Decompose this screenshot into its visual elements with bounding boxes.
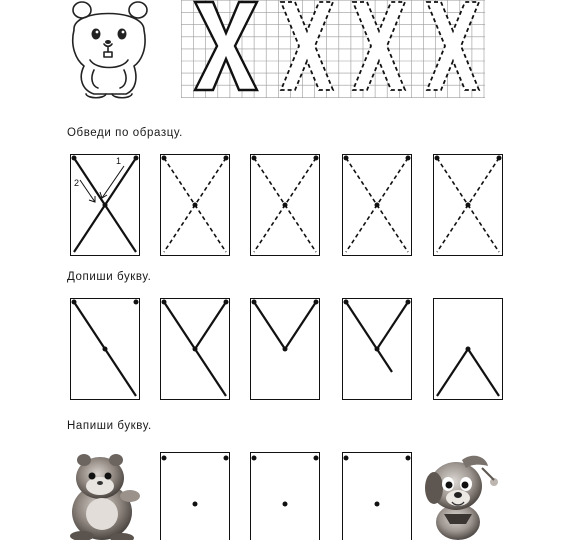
finish-frame <box>433 298 503 400</box>
hamster-photo-illustration <box>62 452 148 540</box>
instruction-write: Напиши букву. <box>67 420 152 432</box>
finish-frame <box>250 298 320 400</box>
trace-frame <box>342 154 412 256</box>
trace-frame-example <box>70 154 140 256</box>
instruction-finish: Допиши букву. <box>67 271 152 283</box>
write-frame <box>250 452 320 540</box>
write-frame <box>160 452 230 540</box>
letter-practice-grid <box>181 0 485 98</box>
puppy-photo-illustration <box>422 452 500 540</box>
dashed-letter <box>353 2 405 90</box>
trace-frame <box>160 154 230 256</box>
finish-frame <box>70 298 140 400</box>
instruction-trace: Обведи по образцу. <box>67 127 183 139</box>
dashed-letter <box>427 2 479 90</box>
finish-frame <box>160 298 230 400</box>
trace-frame <box>250 154 320 256</box>
stroke-number-1: 1 <box>116 156 122 166</box>
hamster-outline-illustration <box>64 0 152 100</box>
stroke-number-2: 2 <box>74 178 80 188</box>
write-frame <box>342 452 412 540</box>
outlined-letter <box>195 2 257 90</box>
trace-frame <box>433 154 503 256</box>
dashed-letter <box>281 2 333 90</box>
finish-frame <box>342 298 412 400</box>
